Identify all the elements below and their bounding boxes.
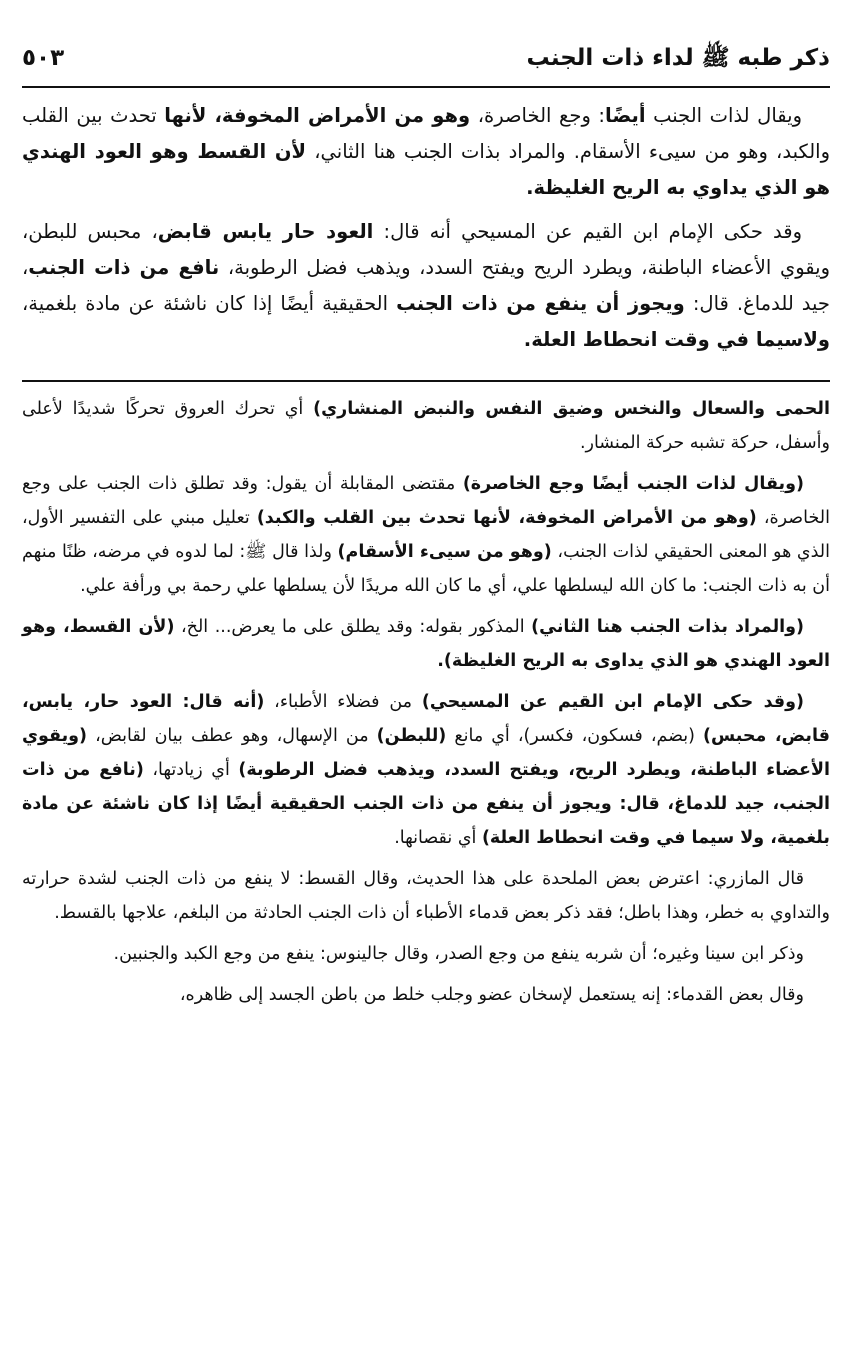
commentary-paragraph (22, 937, 830, 971)
bold-run: (والمراد بذات الجنب هنا الثاني) (531, 617, 805, 637)
commentary-paragraph (22, 978, 830, 1012)
bold-run: (وقد حكى الإمام ابن القيم عن المسيحي) (421, 692, 805, 712)
bold-run: (ويقال لذات الجنب أيضًا وجع الخاصرة) (462, 474, 804, 494)
bold-run: (أنه قال: العود حار، يابس، قابض، محبس) (22, 692, 831, 746)
bold-run: (وهو من الأمراض المخوفة، لأنها تحدث بين القلب والكبد) (256, 508, 757, 528)
text-run: (بضم، فسكون، فكسر)، أي مانع (446, 726, 704, 746)
bold-run: (للبطن) (376, 726, 447, 746)
bold-run: نافع من ذات الجنب (28, 256, 220, 279)
bold-run: (ويقوي الأعضاء الباطنة، ويطرد الريح، ويفتح السدد، ويذهب فضل الرطوبة) (22, 726, 830, 780)
text-run: قال المازري: اعترض بعض الملحدة على هذا الحديث، وقال القسط: (290, 869, 805, 889)
bold-run: (نافع من ذات الجنب، جيد للدماغ، قال: ويجوز أن ينفع من ذات الجنب الحقيقية أيضًا إذا كان ناشئة عن مادة بلغمية، ولا سيما في وقت انحطاط العلة) (22, 760, 830, 848)
text-run: ويقال لذات الجنب (645, 104, 803, 127)
text-run: ولذا قال ﷺ: لما لدوه في مرضه، ظنًا منهم أن به ذات الجنب: ما كان الله ليسلطها علي، أي ما كان الله مريدًا لأن يسلطها علي رحمة بي ورأفة علي. (22, 542, 830, 596)
commentary-paragraph (22, 392, 830, 460)
text-run: أي نقصانها. (394, 828, 482, 848)
bold-run: وهو من الأمراض المخوفة، لأنها (164, 104, 471, 127)
text-run: تعليل مبني على التفسير الأول، الذي هو المعنى الحقيقي لذات الجنب، (22, 508, 830, 562)
text-run: تحدث بين القلب والكبد، وهو من سيىء الأسقام. والمراد بذات الجنب هنا الثاني، (22, 104, 831, 163)
commentary-paragraph (22, 685, 830, 855)
bold-run: ويجوز أن ينفع من ذات الجنب (396, 292, 685, 315)
text-run: وذكر ابن سينا وغيره؛ أن شربه ينفع من وجع الصدر، وقال جالينوس: ينفع من وجع الكبد والجنبين. (113, 944, 804, 964)
text-run: لا ينفع من ذات الجنب لشدة حرارته والتداوي به خطر، وهذا باطل؛ فقد ذكر بعض قدماء الأطباء أن ذات الجنب الحادثة من البلغم، علاجها بالقسط. (22, 869, 830, 923)
bold-run: (وهو من سيىء الأسقام) (337, 542, 552, 562)
text-run: : وجع الخاصرة، (470, 104, 605, 127)
bold-run: العود حار يابس قابض (157, 220, 374, 243)
commentary-paragraph (22, 610, 830, 678)
page-number: ٥٠٣ (22, 45, 65, 71)
text-run: من الإسهال، وهو عطف بيان لقابض، (87, 726, 377, 746)
text-run: من فضلاء الأطباء، (264, 692, 422, 712)
commentary-paragraph (22, 467, 830, 603)
bold-run: (لأن القسط، وهو العود الهندي هو الذي يداوى به الريح الغليظة). (22, 617, 830, 671)
text-run: أي تحرك العروق تحركًا شديدًا لأعلى وأسفل، حركة تشبه حركة المنشار. (22, 399, 830, 453)
chapter-title: ذكر طبه ﷺ لداء ذات الجنب (526, 45, 830, 71)
text-run: وقد حكى الإمام ابن القيم عن المسيحي أنه قال: (373, 220, 802, 243)
text-run: وقال بعض القدماء: إنه يستعمل لإسخان عضو وجلب خلط من باطن الجسد إلى ظاهره، (179, 985, 804, 1005)
main-paragraph (22, 98, 830, 206)
running-head (22, 30, 830, 86)
text-run: مقتضى المقابلة أن يقول: وقد تطلق ذات الجنب على وجع الخاصرة، (22, 474, 830, 528)
bold-run: ولاسيما في وقت انحطاط العلة. (523, 328, 830, 351)
book-page (22, 30, 830, 1350)
text-run: الحقيقية أيضًا إذا كان ناشئة عن مادة بلغمية، (22, 292, 397, 315)
bold-run: الحمى والسعال والنخس وضيق النفس والنبض المنشاري) (313, 399, 830, 419)
bold-run: أيضًا (605, 104, 646, 127)
bold-run: لأن القسط وهو العود الهندي هو الذي يداوي به الريح الغليظة. (22, 140, 830, 199)
main-text (22, 88, 830, 358)
text-run: المذكور بقوله: وقد يطلق على ما يعرض... الخ، (174, 617, 532, 637)
text-run: ، محبس للبطن، ويقوي الأعضاء الباطنة، ويطرد الريح ويفتح السدد، ويذهب فضل الرطوبة، (22, 220, 831, 279)
commentary-paragraph (22, 862, 830, 930)
text-run: ، جيد للدماغ. قال: (22, 256, 830, 315)
main-paragraph (22, 214, 830, 358)
text-run: أي زيادتها، (143, 760, 239, 780)
commentary (22, 382, 830, 1012)
